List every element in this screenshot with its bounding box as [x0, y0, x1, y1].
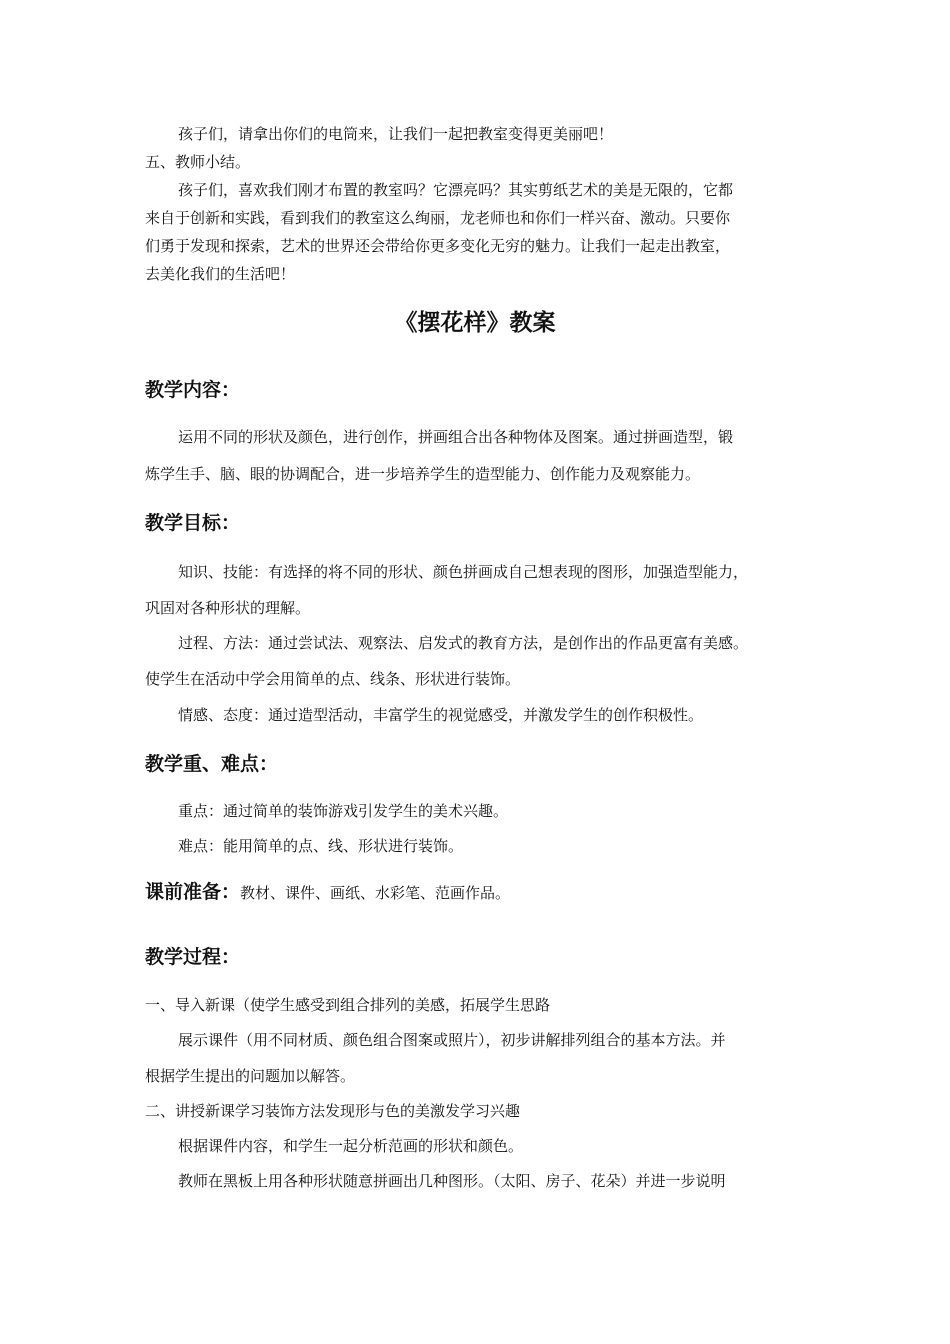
paragraph-line: 根据课件内容，和学生一起分析范画的形状和颜色。	[178, 1137, 524, 1155]
paragraph-line: 孩子们，喜欢我们刚才布置的教室吗？它漂亮吗？其实剪纸艺术的美是无限的，它都	[178, 181, 734, 199]
paragraph-line: 教师在黑板上用各种形状随意拼画出几种图形。（太阳、房子、花朵）并进一步说明	[178, 1172, 726, 1190]
paragraph-line: 去美化我们的生活吧！	[145, 265, 296, 283]
paragraph-line: 使学生在活动中学会用简单的点、线条、形状进行装饰。	[145, 670, 521, 688]
heading-key-points: 教学重、难点：	[145, 753, 279, 775]
heading-preparation: 课前准备：	[145, 881, 241, 903]
prep-line	[145, 882, 510, 903]
paragraph-line: 运用不同的形状及颜色，进行创作，拼画组合出各种物体及图案。通过拼画造型，锻	[178, 428, 734, 446]
document-title: 《摆花样》教案	[394, 310, 556, 336]
paragraph-line: 根据学生提出的问题加以解答。	[145, 1067, 356, 1085]
paragraph-line: 重点：通过简单的装饰游戏引发学生的美术兴趣。	[178, 802, 509, 820]
paragraph-line: 知识、技能：有选择的将不同的形状、颜色拼画成自己想表现的图形，加强造型能力，	[178, 563, 749, 581]
paragraph-line: 展示课件（用不同材质、颜色组合图案或照片），初步讲解排列组合的基本方法。并	[178, 1031, 726, 1049]
heading-teaching-goals: 教学目标：	[145, 512, 241, 534]
paragraph-line: 们勇于发现和探索，艺术的世界还会带给你更多变化无穷的魅力。让我们一起走出教室，	[145, 237, 731, 255]
paragraph-line: 情感、态度：通过造型活动，丰富学生的视觉感受，并激发学生的创作积极性。	[178, 706, 704, 724]
process-step-line: 二、讲授新课学习装饰方法发现形与色的美激发学习兴趣	[145, 1102, 521, 1120]
section-summary-line: 五、教师小结。	[145, 153, 251, 171]
process-step-line: 一、导入新课（使学生感受到组合排列的美感，拓展学生思路	[145, 996, 551, 1014]
paragraph-line: 来自于创新和实践，看到我们的教室这么绚丽，龙老师也和你们一样兴奋、激动。只要你	[145, 209, 731, 227]
paragraph-line: 过程、方法：通过尝试法、观察法、启发式的教育方法，是创作出的作品更富有美感。	[178, 634, 749, 652]
heading-teaching-content: 教学内容：	[145, 379, 241, 401]
paragraph-line: 难点：能用简单的点、线、形状进行装饰。	[178, 837, 464, 855]
preparation-text: 教材、课件、画纸、水彩笔、范画作品。	[240, 884, 511, 902]
heading-teaching-process: 教学过程：	[145, 946, 241, 968]
paragraph-line: 炼学生手、脑、眼的协调配合，进一步培养学生的造型能力、创作能力及观察能力。	[145, 465, 701, 483]
paragraph-line: 孩子们，请拿出你们的电筒来，让我们一起把教室变得更美丽吧！	[178, 125, 614, 143]
paragraph-line: 巩固对各种形状的理解。	[145, 599, 311, 617]
